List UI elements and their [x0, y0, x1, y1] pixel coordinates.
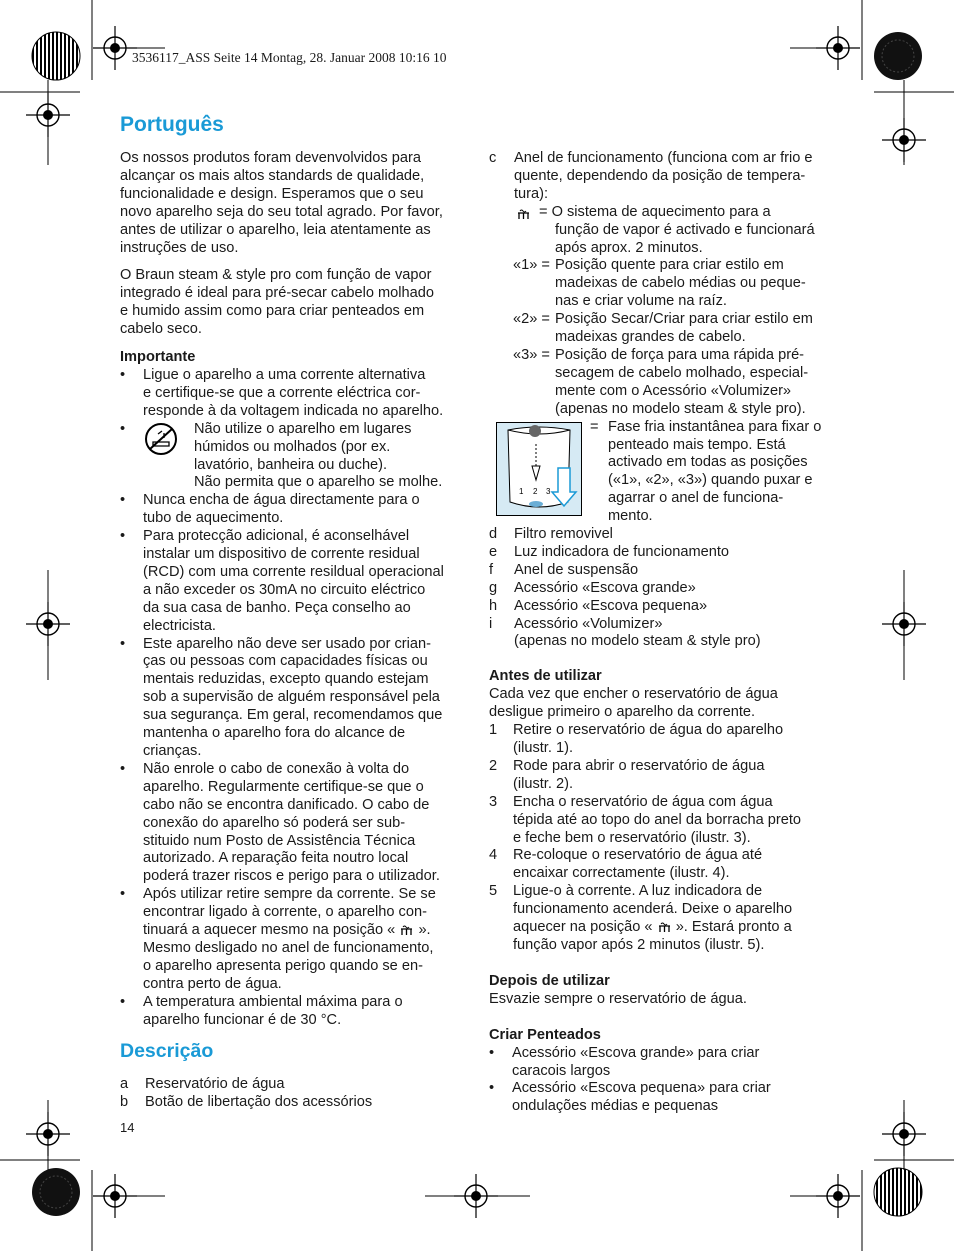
- left-column: [120, 150, 470, 1030]
- part-g: g Acessório «Escova grande»: [489, 579, 696, 596]
- intro-paragraph-2: O Braun steam & style pro com função de vapor integrado é ideal para pré-secar cabelo molhado e humido assim como para criar penteados em cabelo seco.: [120, 267, 434, 338]
- criar-bullet-2: • Acessório «Escova pequena» para criar ondulações médias e pequenas: [489, 1080, 771, 1115]
- part-b: b Botão de libertação dos acessórios: [120, 1093, 373, 1110]
- ring-number-3: 3: [546, 486, 551, 496]
- descricao-heading: Descrição: [120, 1040, 214, 1062]
- print-header: 3536117_ASS Seite 14 Montag, 28. Januar 2008 10:16 10: [132, 50, 447, 65]
- step-5: 5 Ligue-o à corrente. A luz indicadora de funcionamento acenderá. Deixe o aparelho aquecer na posição « ». Estará pronto a função vapor após 2 minutos (ilustr. 5).: [489, 883, 793, 953]
- steam-symbol-icon: [399, 923, 414, 936]
- position-1: «1» = Posição quente para criar estilo em madeixas de cabelo médias ou peque- nas e criar volume na raíz.: [513, 257, 806, 310]
- criar-heading: Criar Penteados: [489, 1026, 601, 1043]
- position-steam: = O sistema de aquecimento para a função de vapor é activado e funcionará após aprox. 2 minutos.: [489, 204, 839, 258]
- part-h: h Acessório «Escova pequena»: [489, 597, 708, 614]
- criar-bullet-1: • Acessório «Escova grande» para criar caracois largos: [489, 1044, 760, 1079]
- step-3: 3 Encha o reservatório de água com água tépida até ao topo do anel da borracha preto e feche bem o reservatório (ilustr. 3).: [489, 793, 802, 846]
- important-bullet-2: • Não utilize o aparelho em lugares húmidos ou molhados (por ex. lavatório, banheira ou duche). Não permita que o aparelho se molhe.: [120, 420, 443, 491]
- part-f: f Anel de suspensão: [489, 561, 639, 578]
- steam-symbol-icon: [516, 207, 531, 220]
- position-2: «2» = Posição Secar/Criar para criar estilo em madeixas grandes de cabelo.: [513, 311, 813, 346]
- part-c: c Anel de funcionamento (funciona com ar frio e quente, dependendo da posição de tempera- tura):: [489, 150, 813, 202]
- part-a: a Reservatório de água: [120, 1076, 285, 1092]
- page-title: Português: [120, 113, 224, 136]
- importante-heading: Importante: [120, 349, 196, 366]
- important-bullet-4: • Para protecção adicional, é aconselhável instalar um dispositivo de corrente residual (RCD) com uma corrente resildual operacional a não exceder os 30mA no circuito eléctrico da sua casa de banho. Peça conselho ao electricista.: [120, 528, 444, 634]
- part-d: d Filtro removivel: [489, 526, 613, 543]
- ring-number-1: 1: [519, 486, 524, 496]
- description-list-left: [120, 1076, 470, 1112]
- important-bullet-1: • Ligue o aparelho a uma corrente alternativa e certifique-se que a corrente eléctrica cor- responde à da voltagem indicada no aparelho.: [120, 366, 444, 419]
- depois-text: Esvazie sempre o reservatório de água.: [489, 990, 747, 1007]
- cool-shot: 1 2 3 = Fase fria instantânea para fixar o penteado mais tempo. Está activado em todas as posições («1», «2», «3») quando puxar e agarrar o anel de funciona- mento.: [489, 419, 839, 526]
- ring-number-2: 2: [533, 486, 538, 496]
- important-bullet-5: • Este aparelho não deve ser usado por crian- ças ou pessoas com capacidades físicas ou mentais reduzidas, excepto quando estejam sob a supervisão de alguém responsável pela sua segurança. Em geral, recomendamos que mantenha o aparelho fora do alcance de crianças.: [120, 635, 443, 759]
- position-3: «3» = Posição de força para uma rápida pré- secagem de cabelo molhado, especial- mente com o Acessório «Volumizer» (apenas no modelo steam & style pro).: [513, 346, 809, 417]
- no-water-warning-icon: [144, 422, 178, 456]
- intro-paragraph-1: Os nossos produtos foram devenvolvidos para alcançar os mais altos standards de qualidade, funcionalidade e design. Esperamos que o seu novo aparelho seja do seu total agrado. Por favor, antes de utilizar o aparelho, leia atentamente as instruções de uso.: [120, 150, 443, 256]
- important-bullet-7: • Após utilizar retire sempre da corrente. Se se encontrar ligado à corrente, o aparelho con- tinuará a aquecer mesmo na posição « ». Mesmo desligado no anel de funcionamento, o aparelho apresenta perigo quando se en- contra perto de água.: [120, 886, 436, 992]
- important-bullet-3: • Nunca encha de água directamente para o tubo de aquecimento.: [120, 492, 420, 527]
- part-e: e Luz indicadora de funcionamento: [489, 543, 730, 560]
- step-1: 1 Retire o reservatório de água do aparelho (ilustr. 1).: [489, 722, 784, 756]
- important-bullet-6: • Não enrole o cabo de conexão à volta do aparelho. Regularmente certifique-se que o cabo não se encontra danificado. O cabo de conexão do aparelho só poderá ser sub- stituido num Posto de Assistência Técnica autorizado. A reparação feita noutro local poderá trazer riscos e perigo para o utilizador.: [120, 760, 440, 885]
- operation-ring-illustration: [496, 422, 582, 516]
- antes-heading: Antes de utilizar: [489, 668, 602, 685]
- important-bullet-8: • A temperatura ambiental máxima para o aparelho funcionar é de 30 °C.: [120, 993, 403, 1028]
- depois-heading: Depois de utilizar: [489, 972, 610, 989]
- part-i: i Acessório «Volumizer» (apenas no modelo steam & style pro): [489, 615, 761, 650]
- right-column: [489, 150, 839, 1116]
- antes-intro: Cada vez que encher o reservatório de água desligue primeiro o aparelho da corrente.: [489, 686, 778, 721]
- step-2: 2 Rode para abrir o reservatório de água (ilustr. 2).: [489, 757, 765, 792]
- steam-symbol-icon: [657, 920, 672, 933]
- page-number: 14: [120, 1120, 135, 1135]
- step-4: 4 Re-coloque o reservatório de água até encaixar correctamente (ilustr. 4).: [489, 847, 763, 882]
